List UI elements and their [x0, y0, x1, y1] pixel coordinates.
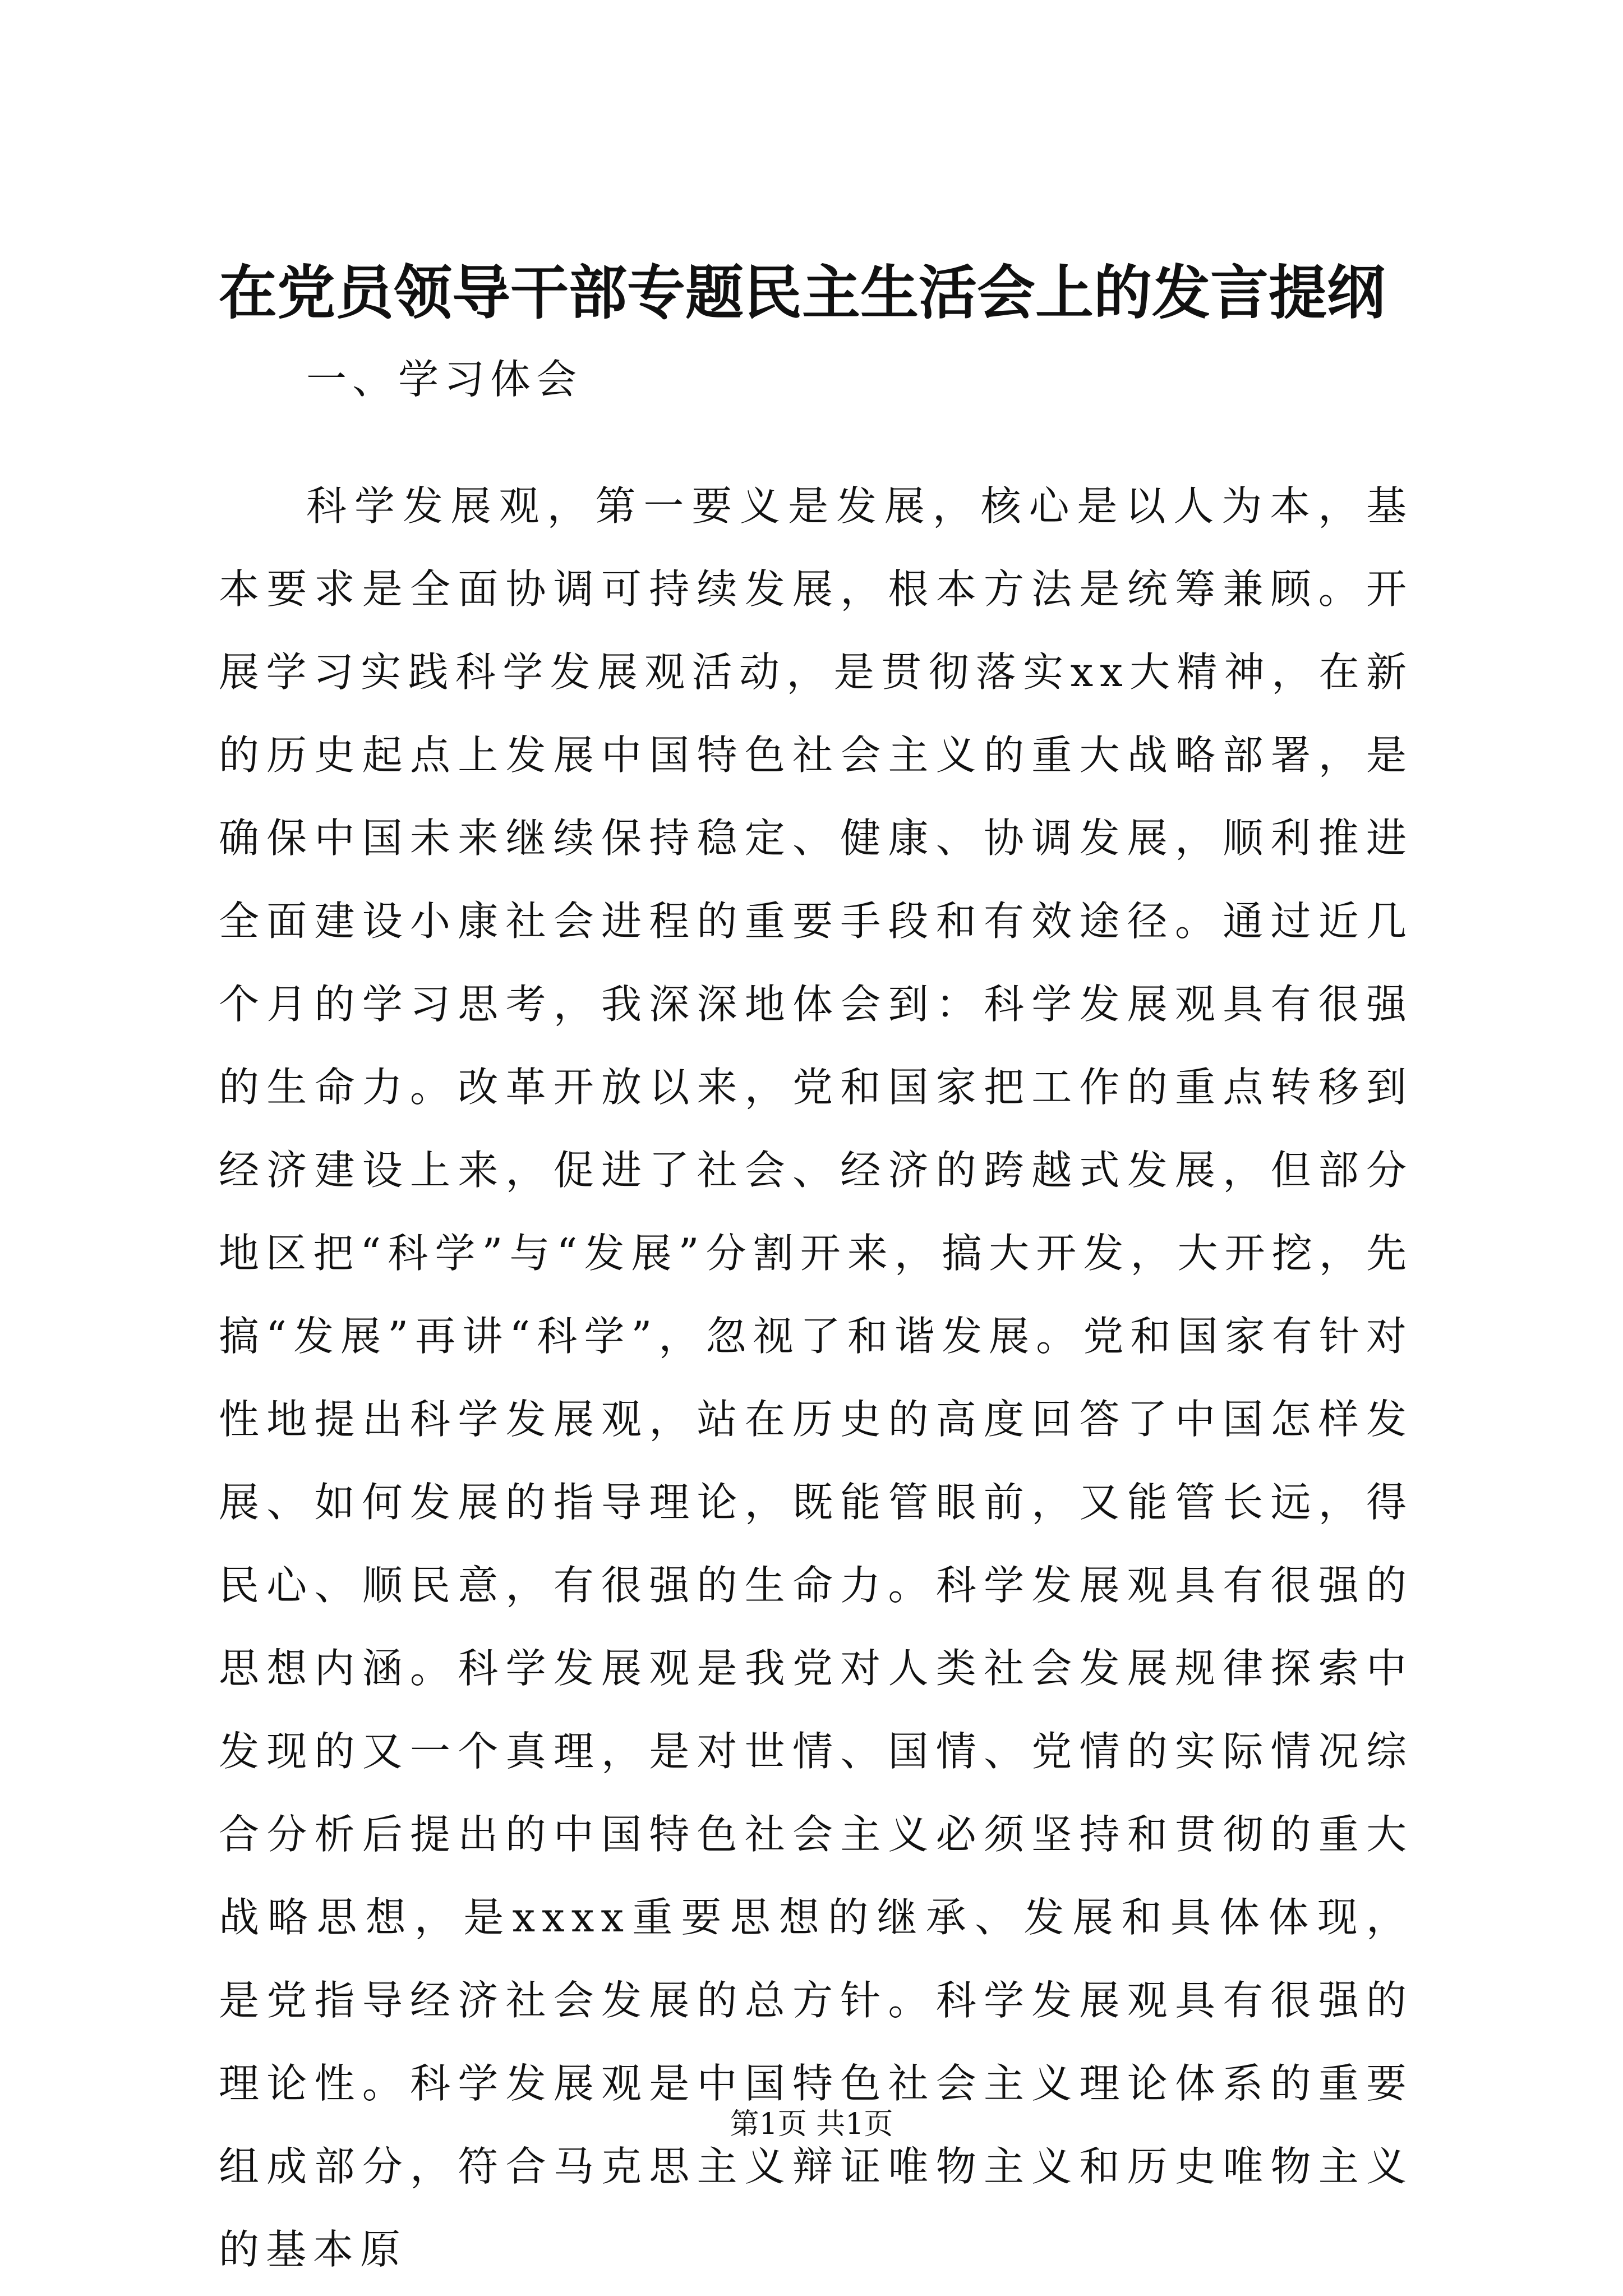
body-paragraph: 科学发展观，第一要义是发展，核心是以人为本，基本要求是全面协调可持续发展，根本方法是统筹兼顾。开展学习实践科学发展观活动，是贯彻落实xx大精神，在新的历史起点上发展中国特色社会主义的重大战略部署，是确保中国未来继续保持稳定、健康、协调发展，顺利推进全面建设小康社会进程的重要手段和有效途径。通过近几个月的学习思考，我深深地体会到：科学发展观具有很强的生命力。改革开放以来，党和国家把工作的重点转移到经济建设上来，促进了社会、经济的跨越式发展，但部分地区把“科学”与“发展”分割开来，搞大开发，大开挖，先搞“发展”再讲“科学”，忽视了和谐发展。党和国家有针对性地提出科学发展观，站在历史的高度回答了中国怎样发展、如何发展的指导理论，既能管眼前，又能管长远，得民心、顺民意，有很强的生命力。科学发展观具有很强的思想内涵。科学发展观是我党对人类社会发展规律探索中发现的又一个真理，是对世情、国情、党情的实际情况综合分析后提出的中国特色社会主义必须坚持和贯彻的重大战略思想，是xxxx重要思想的继承、发展和具体体现，是党指导经济社会发展的总方针。科学发展观具有很强的理论性。科学发展观是中国特色社会主义理论体系的重要组成部分，符合马克思主义辩证唯物主义和历史唯物主义的基本原	[219, 482, 1413, 2273]
section-heading: 一、学习体会	[306, 356, 583, 403]
document-title: 在党员领导干部专题民主生活会上的发言提纲	[219, 258, 1386, 327]
page-footer: 第1页 共1页	[730, 2108, 893, 2141]
